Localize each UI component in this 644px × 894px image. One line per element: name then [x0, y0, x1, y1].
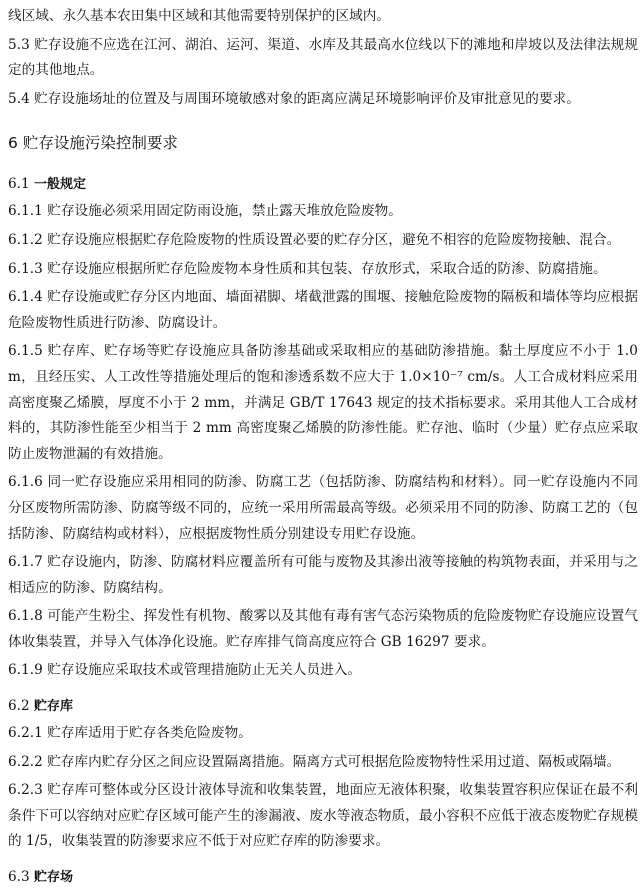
section-6-heading — [8, 132, 638, 154]
subsection-6-3-title: 贮存场 — [33, 870, 73, 886]
subsection-6-1-title: 一般规定 — [33, 177, 86, 193]
section-6-title: 贮存设施污染控制要求 — [22, 134, 178, 153]
subsection-6-2-heading — [8, 694, 638, 719]
clause-6-1-7: 6.1.7 贮存设施内，防渗、防腐材料应覆盖所有可能与废物及其渗出液等接触的构筑物表面，并采用与之相适应的防渗、防腐结构。 — [8, 554, 638, 596]
subsection-6-2-title: 贮存库 — [33, 699, 73, 715]
section-6-number: 6 — [8, 134, 18, 153]
clause-6-2-3: 6.2.3 贮存库可整体或分区设计液体导流和收集装置，地面应无液体积聚，收集装置容积应保证在最不利条件下可以容纳对应贮存区域可能产生的渗漏液、废水等液态物质，最小容积不应低于液态废物贮存规模的 1/5，收集装置的防渗要求应不低于对应贮存库的防渗要求。 — [8, 782, 638, 850]
clause-6-1-3: 6.1.3 贮存设施应根据所贮存危险废物本身性质和其包装、存放形式，采取合适的防渗、防腐措施。 — [8, 260, 607, 277]
subsection-6-2-number: 6.2 — [8, 698, 30, 715]
subsection-6-1-number: 6.1 — [8, 176, 30, 193]
paragraph-5-2-tail: 线区域、永久基本农田集中区域和其他需要特别保护的区域内。 — [8, 8, 391, 24]
clause-6-1-1: 6.1.1 贮存设施必须采用固定防雨设施，禁止露天堆放危险废物。 — [8, 203, 402, 220]
clause-6-1-6: 6.1.6 同一贮存设施应采用相同的防渗、防腐工艺（包括防渗、防腐结构和材料）。同一贮存设施内不同分区废物所需防渗、防腐等级不同的，应统一采用所需最高等级。必须采用不同的防渗、防腐工艺的（包括防渗、防腐结构或材料），应根据废物性质分别建设专用贮存设施。 — [8, 474, 638, 542]
clause-6-1-4: 6.1.4 贮存设施或贮存分区内地面、墙面裙脚、堵截泄露的围堰、接触危险废物的隔板和墙体等均应根据危险废物性质进行防渗、防腐设计。 — [8, 289, 638, 331]
clause-6-1-8: 6.1.8 可能产生粉尘、挥发性有机物、酸雾以及其他有毒有害气态污染物质的危险废物贮存设施应设置气体收集装置，并导入气体净化设施。贮存库排气筒高度应符合 GB 16297 要求。 — [8, 608, 638, 650]
subsection-6-3-number: 6.3 — [8, 869, 30, 886]
clause-6-1-2: 6.1.2 贮存设施应根据贮存危险废物的性质设置必要的贮存分区，避免不相容的危险废物接触、混合。 — [8, 231, 621, 248]
clause-5-4: 5.4 贮存设施场址的位置及与周围环境敏感对象的距离应满足环境影响评价及审批意见的要求。 — [8, 90, 580, 107]
clause-5-3: 5.3 贮存设施不应选在江河、湖泊、运河、渠道、水库及其最高水位线以下的滩地和岸坡以及法律法规规定的其他地点。 — [8, 36, 638, 79]
clause-6-2-2: 6.2.2 贮存库内贮存分区之间应设置隔离措施。隔离方式可根据危险废物特性采用过道、隔板或隔墙。 — [8, 753, 621, 770]
subsection-6-1-heading — [8, 172, 638, 197]
clause-6-1-5: 6.1.5 贮存库、贮存场等贮存设施应具备防渗基础或采取相应的基础防渗措施。黏土厚度应不小于 1.0 m，且经压实、人工改性等措施处理后的饱和渗透系数不应大于 1.0×10⁻⁷ cm/s。人工合成材料应采用高密度聚乙烯膜，厚度不小于 2 mm，并满足 GB/T 17643 规定的技术指标要求。采用其他人工合成材料的，其防渗性能至少相当于 2 mm 高密度聚乙烯膜的防渗性能。贮存池、临时（少量）贮存点应采取防止废物泄漏的有效措施。 — [8, 343, 638, 462]
clause-6-2-1: 6.2.1 贮存库适用于贮存各类危险废物。 — [8, 725, 252, 742]
subsection-6-3-heading — [8, 865, 638, 890]
clause-6-1-9: 6.1.9 贮存设施应采取技术或管理措施防止无关人员进入。 — [8, 662, 362, 679]
